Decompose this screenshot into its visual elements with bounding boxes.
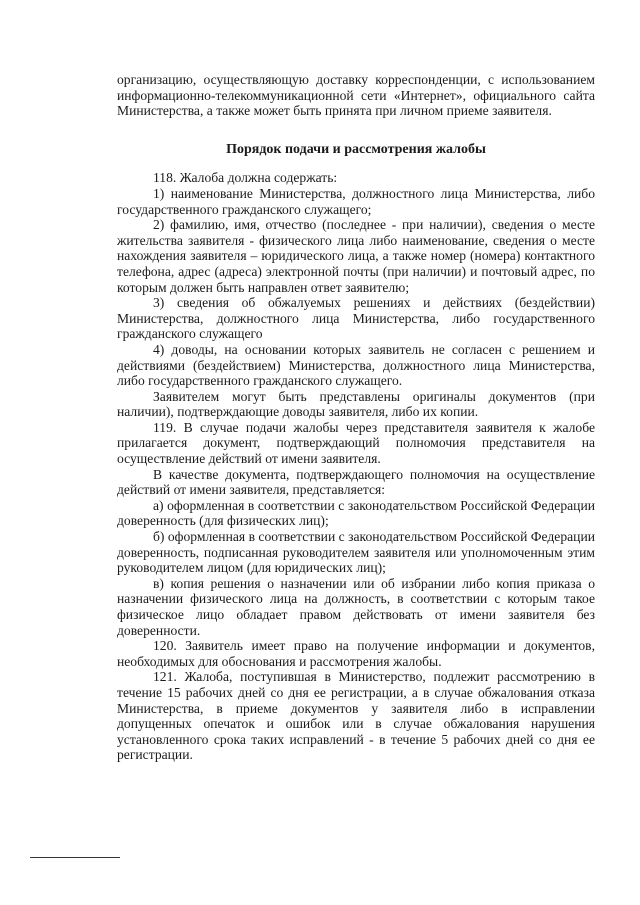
paragraph-119-document: В качестве документа, подтверждающего полномочия на осуществление действий от имени заявителя, представляется: [117,466,595,498]
paragraph-119: 119. В случае подачи жалобы через представителя заявителя к жалобе прилагается документ, подтверждающий полномочия представителя на осуществление действий от имени заявителя. [117,419,595,467]
paragraph-120: 120. Заявитель имеет право на получение информации и документов, необходимых для обоснования и рассмотрения жалобы. [117,638,595,669]
intro-paragraph: организацию, осуществляющую доставку корреспонденции, с использованием информационно-телекоммуникационной сети «Интернет», официального сайта Министерства, а также может быть принята при личном приеме заявителя. [117,72,595,119]
paragraph-118-item-4: 4) доводы, на основании которых заявитель не согласен с решением и действиями (бездействием) Министерства, должностного лица Министерства, либо государственного гражданского служащего. [117,341,595,389]
paragraph-119-item-b: б) оформленная в соответствии с законодательством Российской Федерации доверенность, подписанная руководителем заявителя или уполномоченным этим руководителем лицом (для юридических лиц); [117,529,595,576]
paragraph-118-item-3: 3) сведения об обжалуемых решениях и действиях (бездействии) Министерства, должностного лица Министерства, либо государственного гражданского служащего [117,295,595,342]
paragraph-118-item-1: 1) наименование Министерства, должностного лица Министерства, либо государственного гражданского служащего; [117,185,595,217]
paragraph-121: 121. Жалоба, поступившая в Министерство, подлежит рассмотрению в течение 15 рабочих дней со дня ее регистрации, а в случае обжалования отказа Министерства, в приеме документов у заявителя либо в исправлении допущенных опечаток и ошибок или в случае обжалования нарушения установленного срока таких исправлений - в течение 5 рабочих дней со дня ее регистрации. [117,669,595,763]
footnote-separator [30,857,120,858]
paragraph-118-note: Заявителем могут быть представлены оригиналы документов (при наличии), подтверждающие доводы заявителя, либо их копии. [117,388,595,420]
document-body [117,72,595,763]
paragraph-118: 118. Жалоба должна содержать: [153,170,338,186]
section-heading: Порядок подачи и рассмотрения жалобы [226,141,486,157]
paragraph-118-item-2: 2) фамилию, имя, отчество (последнее - при наличии), сведения о месте жительства заявителя - физического лица либо наименование, сведения о месте нахождения заявителя – юридического лица, а также номер (номера) контактного телефона, адрес (адреса) электронной почты (при наличии) и почтовый адрес, по которым должен быть направлен ответ заявителю; [117,217,595,295]
paragraph-119-item-v: в) копия решения о назначении или об избрании либо копия приказа о назначении физического лица на должность, в соответствии с которым такое физическое лицо обладает правом действовать от имени заявителя без доверенности. [117,575,595,638]
paragraph-119-item-a: а) оформленная в соответствии с законодательством Российской Федерации доверенность (для физических лиц); [117,497,595,529]
